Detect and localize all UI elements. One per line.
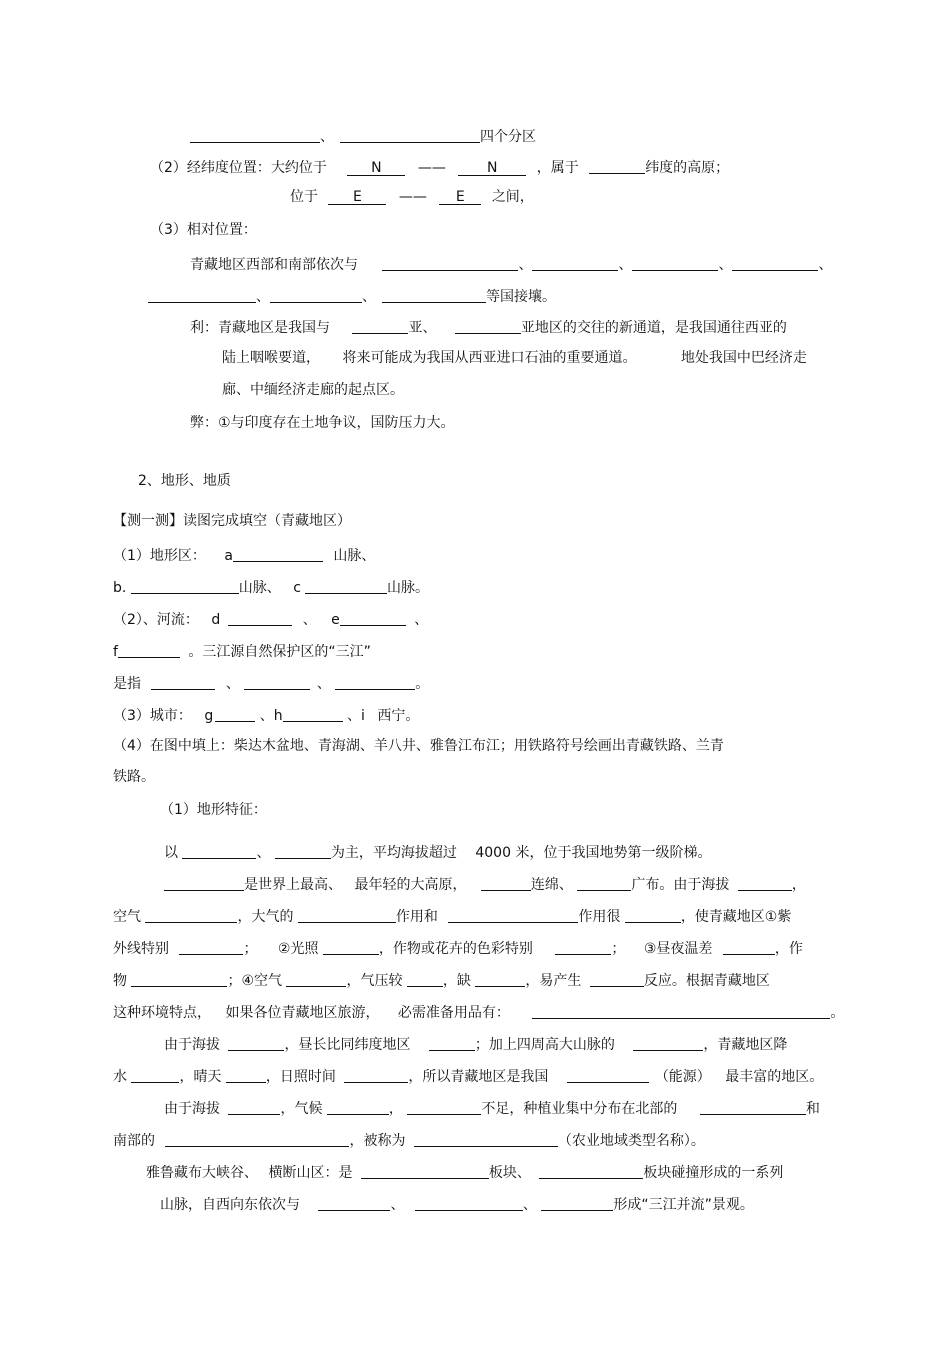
blank[interactable] (228, 1100, 280, 1115)
blank[interactable] (298, 908, 396, 923)
text: 南部的 (113, 1133, 155, 1149)
blank[interactable] (151, 675, 215, 690)
text: ，作物或花卉的色彩特别 (378, 941, 533, 957)
text: 、 (225, 676, 240, 692)
text: ；④空气 (227, 973, 283, 989)
blank[interactable] (632, 256, 718, 271)
blank[interactable] (244, 675, 310, 690)
line-cities (113, 705, 419, 725)
text: 。 (415, 676, 430, 692)
text: 、 (302, 612, 317, 628)
text: 这种环境特点， (113, 1005, 211, 1021)
text: （2）经纬度位置：大约位于 (150, 160, 327, 176)
blank[interactable] (286, 972, 346, 987)
blank-lon-start[interactable]: E (328, 190, 386, 205)
text: （1）地形特征： (160, 802, 267, 818)
text: 外线特别 (113, 941, 169, 957)
line-terrain-features (160, 801, 267, 819)
text: a (224, 548, 233, 564)
line-disadvantage (190, 414, 455, 432)
text: 板块碰撞形成的一系列 (643, 1165, 784, 1181)
blank[interactable] (190, 128, 320, 143)
line-terrain-1 (113, 545, 375, 565)
blank[interactable] (448, 908, 578, 923)
blank[interactable] (700, 1100, 806, 1115)
text: 山脉，自西向东依次与 (160, 1197, 300, 1213)
blank[interactable] (382, 256, 518, 271)
text: 、 (522, 1197, 537, 1213)
text: 4000 米，位于我国地势第一级阶梯。 (475, 845, 712, 861)
blank-f[interactable] (118, 643, 180, 658)
text: ，日照时间 (265, 1069, 336, 1085)
blank[interactable] (352, 319, 408, 334)
text: 如果各位青藏地区旅游， (225, 1005, 380, 1021)
text: 由于海拔 (164, 1101, 220, 1117)
text: 反应。根据青藏地区 (643, 973, 770, 989)
text: 、h (259, 708, 283, 724)
blank[interactable] (182, 844, 256, 859)
text: （能源） (654, 1069, 711, 1085)
line-map-task (113, 737, 724, 755)
text: 等国接壤。 (486, 289, 556, 305)
text: 是指 (113, 676, 141, 692)
blank[interactable] (732, 256, 818, 271)
text: 山脉、 (333, 548, 376, 564)
text: —— (398, 189, 427, 205)
text: 物 (113, 973, 127, 989)
text: 、 (256, 845, 271, 861)
text: （3）相对位置： (150, 222, 257, 238)
line-neighbors-2 (148, 286, 556, 306)
blank[interactable] (226, 1068, 266, 1083)
blank[interactable] (455, 319, 521, 334)
text: 四个分区 (480, 129, 536, 145)
text: 和 (805, 1101, 820, 1117)
text: 青藏地区西部和南部依次与 (190, 257, 358, 273)
blank[interactable] (633, 1036, 703, 1051)
text: 作用和 (395, 909, 438, 925)
text: ，使青藏地区①紫 (680, 909, 792, 925)
blank[interactable] (335, 675, 415, 690)
text: 将来可能成为我国从西亚进口石油的重要通道。 (342, 350, 637, 366)
blank[interactable] (131, 1068, 179, 1083)
blank-g[interactable] (215, 707, 255, 722)
text: 亚地区的交往的新通道，是我国通往西亚的 (520, 320, 787, 336)
section-heading (138, 472, 231, 490)
text: 为主，平均海拔超过 (330, 845, 457, 861)
text: 、 (320, 129, 334, 145)
text: ，青藏地区降 (703, 1037, 788, 1053)
text: 山脉、 (238, 580, 281, 596)
blank[interactable] (625, 908, 681, 923)
text: 不足，种植业集中分布在北部的 (481, 1101, 678, 1117)
text: 形成“三江并流”景观。 (613, 1197, 754, 1213)
blank-h[interactable] (283, 707, 343, 722)
text: ，所以青藏地区是我国 (408, 1069, 549, 1085)
line-feature-3 (113, 906, 791, 926)
text: 、 (390, 1197, 405, 1213)
text: 由于海拔 (164, 1037, 220, 1053)
blank[interactable] (539, 1164, 643, 1179)
blank[interactable] (532, 1004, 830, 1019)
line-feature-6 (113, 1002, 844, 1022)
blank[interactable] (382, 288, 486, 303)
line-test (113, 512, 351, 530)
line-agriculture-1 (164, 1098, 820, 1118)
text: ，大气的 (237, 909, 294, 925)
line-terrain-2 (113, 577, 429, 597)
text: 、i (347, 708, 365, 724)
text: g (204, 708, 214, 724)
line-agriculture-2 (113, 1130, 705, 1150)
blank[interactable] (532, 256, 618, 271)
line-advantage-2 (222, 349, 807, 367)
blank[interactable] (475, 972, 525, 987)
text: 连绵、 (530, 877, 573, 893)
line-advantage (190, 317, 787, 337)
text: 2、地形、地质 (138, 473, 231, 489)
text: ，缺 (442, 973, 471, 989)
blank[interactable] (131, 972, 227, 987)
text: （1）地形区： (113, 548, 206, 564)
line-rivers-2 (113, 641, 371, 661)
text: ， (388, 1101, 403, 1117)
text: c (293, 580, 301, 596)
text: f (113, 644, 118, 660)
blank[interactable] (270, 288, 362, 303)
blank[interactable] (407, 1100, 481, 1115)
blank[interactable] (407, 972, 443, 987)
text: （2）、河流： (113, 612, 199, 628)
text: 弊：①与印度存在土地争议，国防压力大。 (190, 415, 455, 431)
text: 位于 (290, 189, 318, 205)
line-feature-1 (164, 842, 711, 862)
blank[interactable] (555, 940, 611, 955)
text: 地处我国中巴经济走 (680, 350, 807, 366)
text: 广布。由于海拔 (631, 877, 730, 893)
line-relative-position (150, 221, 257, 239)
text: 。三江源自然保护区的“三江” (188, 644, 371, 660)
text: 西宁。 (377, 708, 420, 724)
blank[interactable] (414, 1132, 558, 1147)
blank[interactable] (541, 1196, 613, 1211)
text: 廊、中缅经济走廊的起点区。 (222, 382, 404, 398)
text: 作用很 (578, 909, 621, 925)
blank[interactable] (567, 1068, 649, 1083)
text: ，气压较 (346, 973, 403, 989)
blank-c[interactable] (305, 579, 387, 594)
text: ，气候 (280, 1101, 323, 1117)
text: 、 (818, 257, 833, 273)
line-rivers-1 (113, 609, 428, 629)
text: 横断山区：是 (268, 1165, 353, 1181)
line-advantage-3 (222, 381, 404, 399)
text: 最丰富的地区。 (725, 1069, 824, 1085)
line-rivers-3 (113, 673, 429, 693)
blank[interactable] (415, 1196, 523, 1211)
text: 铁路。 (113, 769, 155, 785)
text: 最年轻的大高原， (354, 877, 467, 893)
text: 以 (164, 845, 178, 861)
blank-lat-end[interactable]: N (458, 161, 526, 176)
text: ，作 (774, 941, 803, 957)
blank[interactable] (179, 940, 243, 955)
line-sunlight-1 (164, 1034, 787, 1054)
text: 、 (256, 289, 270, 305)
text: （4）在图中填上：柴达木盆地、青海湖、羊八井、雅鲁江布江；用铁路符号绘画出青藏铁路、兰青 (113, 738, 724, 754)
blank[interactable] (589, 159, 645, 174)
blank[interactable] (590, 972, 644, 987)
text: d (211, 612, 221, 628)
blank[interactable] (228, 1036, 284, 1051)
blank[interactable] (429, 1036, 475, 1051)
text: 【测一测】读图完成填空（青藏地区） (113, 513, 351, 529)
blank[interactable] (340, 128, 480, 143)
line-feature-5 (113, 970, 770, 990)
blank[interactable] (577, 876, 631, 891)
text: 利：青藏地区是我国与 (190, 320, 330, 336)
text: ③昼夜温差 (643, 941, 713, 957)
text: 纬度的高原； (645, 160, 730, 176)
line-four-regions (190, 126, 536, 146)
text: ；加上四周高大山脉的 (474, 1037, 615, 1053)
text: —— (417, 160, 446, 176)
blank[interactable] (344, 1068, 408, 1083)
blank[interactable] (164, 876, 244, 891)
text: ， (791, 877, 806, 893)
text: 、 (362, 289, 376, 305)
text: ，昼长比同纬度地区 (284, 1037, 411, 1053)
text: 亚、 (408, 320, 437, 336)
text: （农业地域类型名称）。 (557, 1133, 705, 1149)
text: 。 (830, 1005, 845, 1021)
text: ，被称为 (349, 1133, 406, 1149)
text: 、 (414, 612, 429, 628)
line-sunlight-2 (113, 1066, 823, 1086)
line-lat-lon (150, 157, 729, 177)
text: 山脉。 (386, 580, 429, 596)
text: 是世界上最高、 (244, 877, 342, 893)
line-neighbors-1 (190, 254, 832, 274)
text: e (331, 612, 340, 628)
text: ； (243, 941, 258, 957)
blank[interactable] (481, 876, 531, 891)
text: 之间， (491, 189, 534, 205)
line-map-task-2 (113, 768, 155, 786)
blank[interactable] (145, 908, 237, 923)
line-feature-2 (164, 874, 806, 894)
text: 空气 (113, 909, 141, 925)
blank[interactable] (327, 1100, 389, 1115)
text: 、 (618, 257, 633, 273)
text: 陆上咽喉要道， (222, 350, 320, 366)
text: 、 (316, 676, 331, 692)
blank-b[interactable] (131, 579, 239, 594)
blank-a[interactable] (233, 547, 323, 562)
blank-e[interactable] (340, 611, 406, 626)
text: ，属于 (536, 160, 579, 176)
blank[interactable] (275, 844, 331, 859)
text: 板块、 (488, 1165, 531, 1181)
text: 水 (113, 1069, 127, 1085)
text: 雅鲁藏布大峡谷、 (146, 1165, 258, 1181)
blank-lat-start[interactable]: N (347, 161, 405, 176)
text: b. (113, 580, 127, 596)
text: 、 (518, 257, 533, 273)
blank[interactable] (165, 1132, 349, 1147)
blank[interactable] (738, 876, 792, 891)
blank[interactable] (148, 288, 256, 303)
line-hengduan-2 (160, 1194, 754, 1214)
text: ； (611, 941, 626, 957)
line-hengduan-1 (146, 1162, 783, 1182)
text: 、 (718, 257, 733, 273)
blank[interactable] (323, 940, 379, 955)
line-lon (290, 188, 534, 206)
blank[interactable] (723, 940, 775, 955)
text: ②光照 (277, 941, 319, 957)
text: ，易产生 (525, 973, 582, 989)
blank[interactable] (318, 1196, 390, 1211)
blank[interactable] (361, 1164, 489, 1179)
blank-d[interactable] (228, 611, 292, 626)
text: 必需准备用品有： (397, 1005, 510, 1021)
text: （3）城市： (113, 708, 192, 724)
line-feature-4 (113, 938, 803, 958)
text: ，晴天 (179, 1069, 222, 1085)
blank-lon-end[interactable]: E (439, 190, 481, 205)
